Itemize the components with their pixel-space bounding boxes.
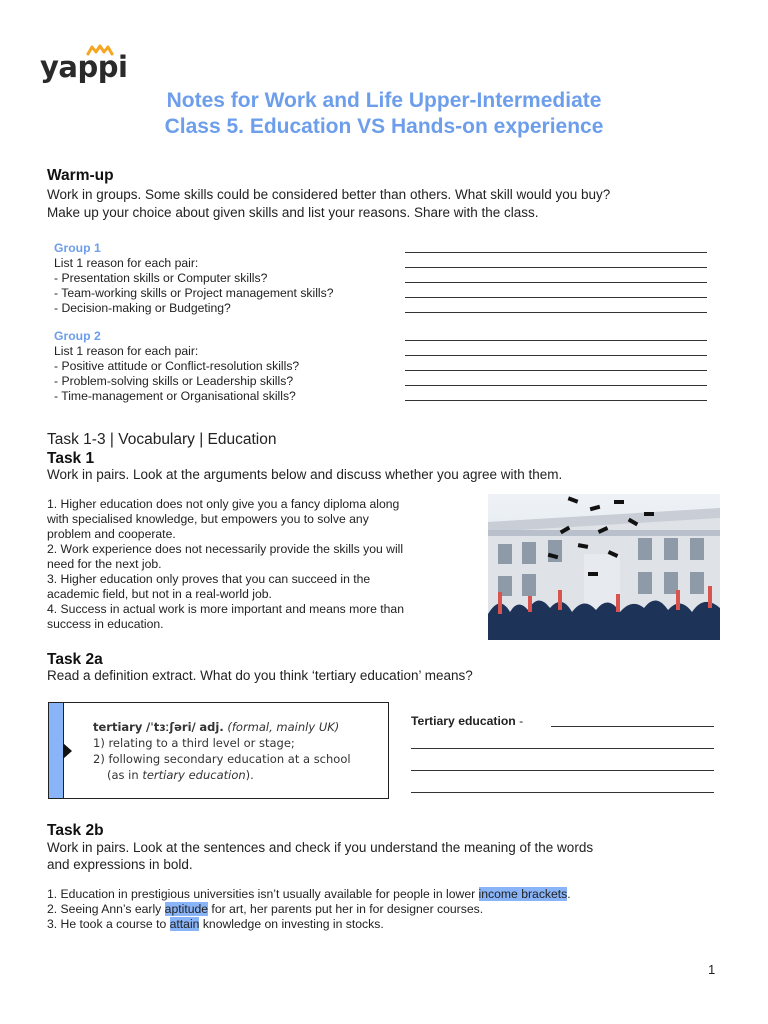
- logo-text: yappi: [40, 50, 128, 84]
- sense-2-example: tertiary education: [142, 768, 246, 782]
- group-2-line: - Problem-solving skills or Leadership skills?: [54, 374, 294, 388]
- graduation-photo: [488, 494, 720, 640]
- argument-line: success in education.: [47, 617, 164, 631]
- argument-line: need for the next job.: [47, 557, 162, 571]
- argument-line: 2. Work experience does not necessarily provide the skills you will: [47, 542, 404, 556]
- answer-line[interactable]: [551, 726, 714, 727]
- sentence-1: 1. Education in prestigious universities isn’t usually available for people in lower income brackets.: [47, 887, 571, 901]
- tertiary-answer-label: Tertiary education: [411, 714, 516, 728]
- usage-note: (formal, mainly UK): [227, 720, 340, 734]
- highlighted-term: income brackets: [478, 887, 568, 901]
- page-number: 1: [708, 962, 716, 977]
- sense-2-end: ).: [245, 768, 254, 782]
- answer-line[interactable]: [405, 312, 707, 313]
- dictionary-sidebar: [49, 703, 64, 798]
- yappi-logo: [40, 44, 128, 84]
- sentence-2: 2. Seeing Ann’s early aptitude for art, her parents put her in for designer courses.: [47, 902, 484, 916]
- task1-arguments: [47, 497, 404, 632]
- argument-line: 4. Success in actual work is more important and means more than: [47, 602, 404, 616]
- answer-line[interactable]: [405, 340, 707, 341]
- argument-line: 3. Higher education only proves that you can succeed in the: [47, 572, 371, 586]
- headword: tertiary: [93, 720, 143, 734]
- group-1-line: - Team-working skills or Project management skills?: [54, 286, 334, 300]
- task2b-instruction-2: and expressions in bold.: [47, 857, 193, 872]
- task1-instruction: Work in pairs. Look at the arguments below and discuss whether you agree with them.: [47, 467, 563, 482]
- answer-line[interactable]: [405, 355, 707, 356]
- group-1-line: - Presentation skills or Computer skills?: [54, 271, 268, 285]
- sense-1: 1) relating to a third level or stage;: [93, 736, 295, 750]
- argument-line: 1. Higher education does not only give you a fancy diploma along: [47, 497, 400, 511]
- warmup-instruction-2: Make up your choice about given skills and list your reasons. Share with the class.: [47, 205, 539, 220]
- page-title-line1: Notes for Work and Life Upper-Intermediate: [166, 89, 602, 112]
- argument-line: academic field, but not in a real-world job.: [47, 587, 272, 601]
- highlighted-term: aptitude: [164, 902, 209, 916]
- answer-line[interactable]: [405, 297, 707, 298]
- group-1-line: List 1 reason for each pair:: [54, 256, 199, 270]
- answer-line[interactable]: [405, 267, 707, 268]
- tertiary-answer-prompt: [411, 714, 523, 729]
- answer-line[interactable]: [405, 282, 707, 283]
- task2b-instruction-1: Work in pairs. Look at the sentences and check if you understand the meaning of the words: [47, 840, 594, 855]
- answer-line[interactable]: [405, 400, 707, 401]
- group-1-label: Group 1: [54, 241, 101, 255]
- task2b-heading: Task 2b: [47, 822, 104, 839]
- group-1-line: - Decision-making or Budgeting?: [54, 301, 231, 315]
- task2a-heading: Task 2a: [47, 651, 103, 668]
- group-1-block: [54, 241, 334, 316]
- argument-line: with specialised knowledge, but empowers you to solve any: [47, 512, 369, 526]
- answer-line[interactable]: [405, 370, 707, 371]
- answer-dash: -: [515, 714, 524, 728]
- pronunciation: /ˈtɜːʃəri/: [146, 720, 196, 734]
- answer-line[interactable]: [411, 770, 714, 771]
- section-heading: Task 1-3 | Vocabulary | Education: [47, 431, 277, 448]
- sense-2: 2) following secondary education at a school: [93, 752, 351, 766]
- group-2-line: - Positive attitude or Conflict-resolution skills?: [54, 359, 300, 373]
- group-2-line: - Time-management or Organisational skills?: [54, 389, 296, 403]
- group-2-label: Group 2: [54, 329, 101, 343]
- answer-line[interactable]: [405, 385, 707, 386]
- sense-2-continuation: (as in: [107, 768, 143, 782]
- sentence-3: 3. He took a course to attain knowledge on investing in stocks.: [47, 917, 384, 931]
- group-2-block: [54, 329, 299, 404]
- highlighted-term: attain: [169, 917, 200, 931]
- task1-heading: Task 1: [47, 450, 95, 467]
- answer-line[interactable]: [411, 792, 714, 793]
- triangle-marker-icon: [63, 743, 73, 759]
- task2a-instruction: Read a definition extract. What do you think ‘tertiary education’ means?: [47, 668, 473, 683]
- warmup-heading: Warm-up: [47, 167, 114, 184]
- part-of-speech: adj.: [199, 720, 224, 734]
- argument-line: problem and cooperate.: [47, 527, 176, 541]
- dictionary-box: [48, 702, 389, 799]
- warmup-instruction-1: Work in groups. Some skills could be considered better than others. What skill would you buy?: [47, 187, 611, 202]
- group-2-line: List 1 reason for each pair:: [54, 344, 199, 358]
- answer-line[interactable]: [405, 252, 707, 253]
- page-title-line2: Class 5. Education VS Hands-on experience: [164, 115, 604, 138]
- dictionary-entry: [93, 719, 351, 783]
- answer-line[interactable]: [411, 748, 714, 749]
